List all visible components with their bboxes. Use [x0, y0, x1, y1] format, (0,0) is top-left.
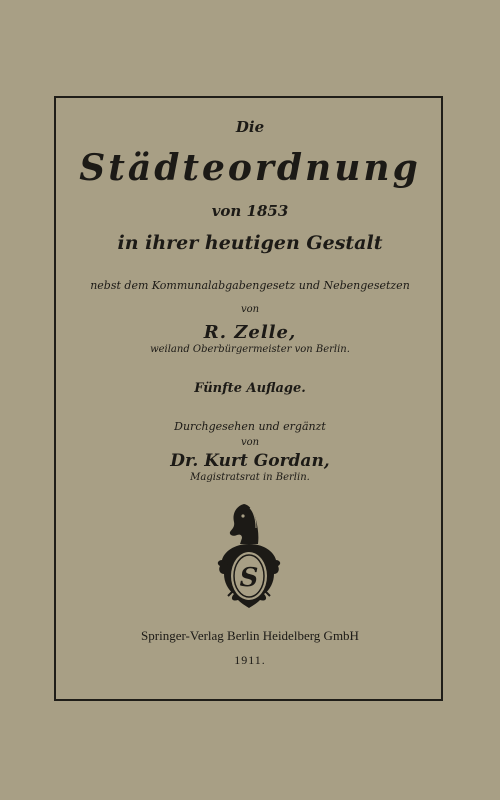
book-title: Städteordnung [79, 147, 421, 189]
editor-name: Dr. Kurt Gordan, [170, 451, 330, 471]
svg-text:S: S [239, 563, 259, 593]
subtitle-supplement: nebst dem Kommunalabgabengesetz und Nebengesetzen [90, 279, 410, 292]
publication-year: 1911. [234, 653, 266, 667]
author-note: weiland Oberbürgermeister von Berlin. [150, 344, 350, 355]
title-year-line: von 1853 [211, 202, 289, 220]
title-article: Die [235, 118, 265, 136]
revision-statement: Durchgesehen und ergänzt [174, 420, 326, 433]
edition-statement: Fünfte Auflage. [194, 381, 306, 396]
editor-note: Magistratsrat in Berlin. [190, 472, 310, 483]
springer-knight-emblem-icon [214, 502, 284, 610]
author-name: R. Zelle, [203, 322, 297, 343]
author-von: von [240, 304, 260, 315]
publisher-line: Springer-Verlag Berlin Heidelberg GmbH [141, 628, 359, 643]
editor-von: von [240, 437, 260, 448]
subtitle: in ihrer heutigen Gestalt [117, 232, 383, 254]
